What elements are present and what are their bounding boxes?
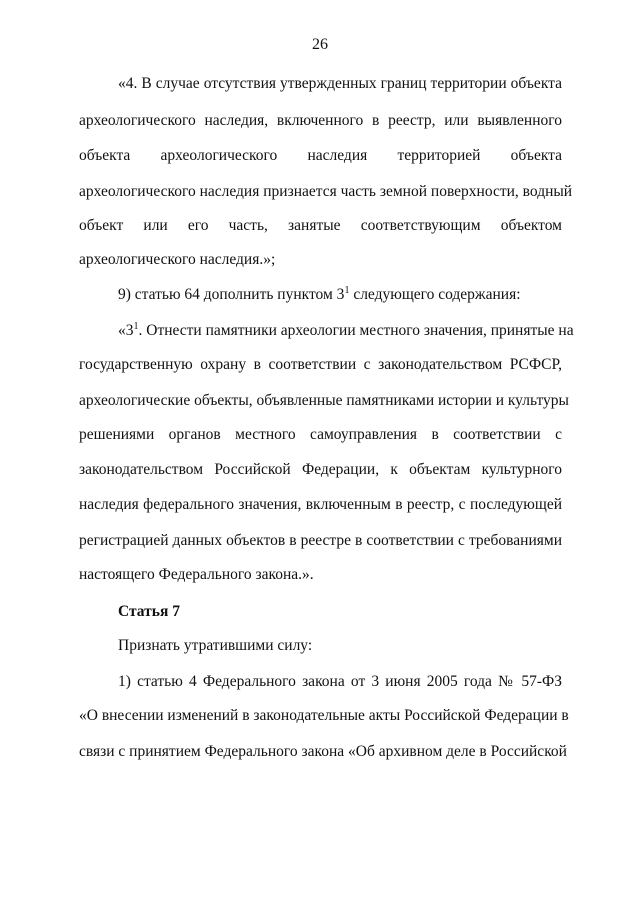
line-text-continuation: следующего содержания: <box>349 286 521 303</box>
line-text: археологического наследия признается часть земной поверхности, водный <box>79 183 573 200</box>
text-line <box>79 111 562 131</box>
text-line <box>79 250 562 270</box>
line-text: Статья 7 <box>118 603 180 620</box>
text-line <box>79 216 562 236</box>
line-text: археологического наследия.»; <box>79 251 276 268</box>
line-text: настоящего Федерального закона.». <box>79 566 314 583</box>
text-line <box>79 391 569 411</box>
line-text: объект или его часть, занятые соответствующим объектом <box>79 217 562 234</box>
text-line <box>79 425 562 445</box>
text-line <box>118 74 562 94</box>
line-text: объекта археологического наследия территорией объекта <box>79 147 562 164</box>
text-line <box>79 742 567 762</box>
line-text: «3 <box>118 322 134 339</box>
line-text: археологические объекты, объявленные памятниками истории и культуры <box>79 392 569 409</box>
line-text-continuation: . Отнести памятники археологии местного значения, принятые на <box>138 322 574 339</box>
text-line <box>79 182 573 202</box>
text-line <box>79 531 562 551</box>
text-line <box>79 706 569 726</box>
text-line <box>79 146 562 166</box>
line-text: государственную охрану в соответствии с законодательством РСФСР, <box>79 356 562 373</box>
line-text: «4. В случае отсутствия утвержденных границ территории объекта <box>118 75 562 92</box>
text-line <box>79 460 562 480</box>
text-line <box>79 565 562 585</box>
text-line <box>118 321 574 341</box>
page-number: 26 <box>312 36 328 53</box>
text-line <box>118 636 562 656</box>
text-line <box>79 495 562 515</box>
article-heading <box>118 602 562 622</box>
line-text: «О внесении изменений в законодательные акты Российской Федерации в <box>79 707 569 724</box>
line-text: 1) статью 4 Федерального закона от 3 июня 2005 года № 57-ФЗ <box>118 673 562 690</box>
text-line <box>79 355 562 375</box>
superscript: 1 <box>344 285 350 296</box>
line-text: Признать утратившими силу: <box>118 637 313 654</box>
line-text: законодательством Российской Федерации, к объектам культурного <box>79 461 562 478</box>
line-text: 9) статью 64 дополнить пунктом 3 <box>118 286 345 303</box>
line-text: связи с принятием Федерального закона «Об архивном деле в Российской <box>79 743 567 760</box>
text-line <box>118 285 562 305</box>
line-text: решениями органов местного самоуправления в соответствии с <box>79 426 562 443</box>
text-line <box>118 672 562 692</box>
superscript: 1 <box>133 321 139 332</box>
line-text: наследия федерального значения, включенным в реестр, с последующей <box>79 496 562 513</box>
line-text: регистрацией данных объектов в реестре в соответствии с требованиями <box>79 532 562 549</box>
line-text: археологического наследия, включенного в реестр, или выявленного <box>79 112 562 129</box>
